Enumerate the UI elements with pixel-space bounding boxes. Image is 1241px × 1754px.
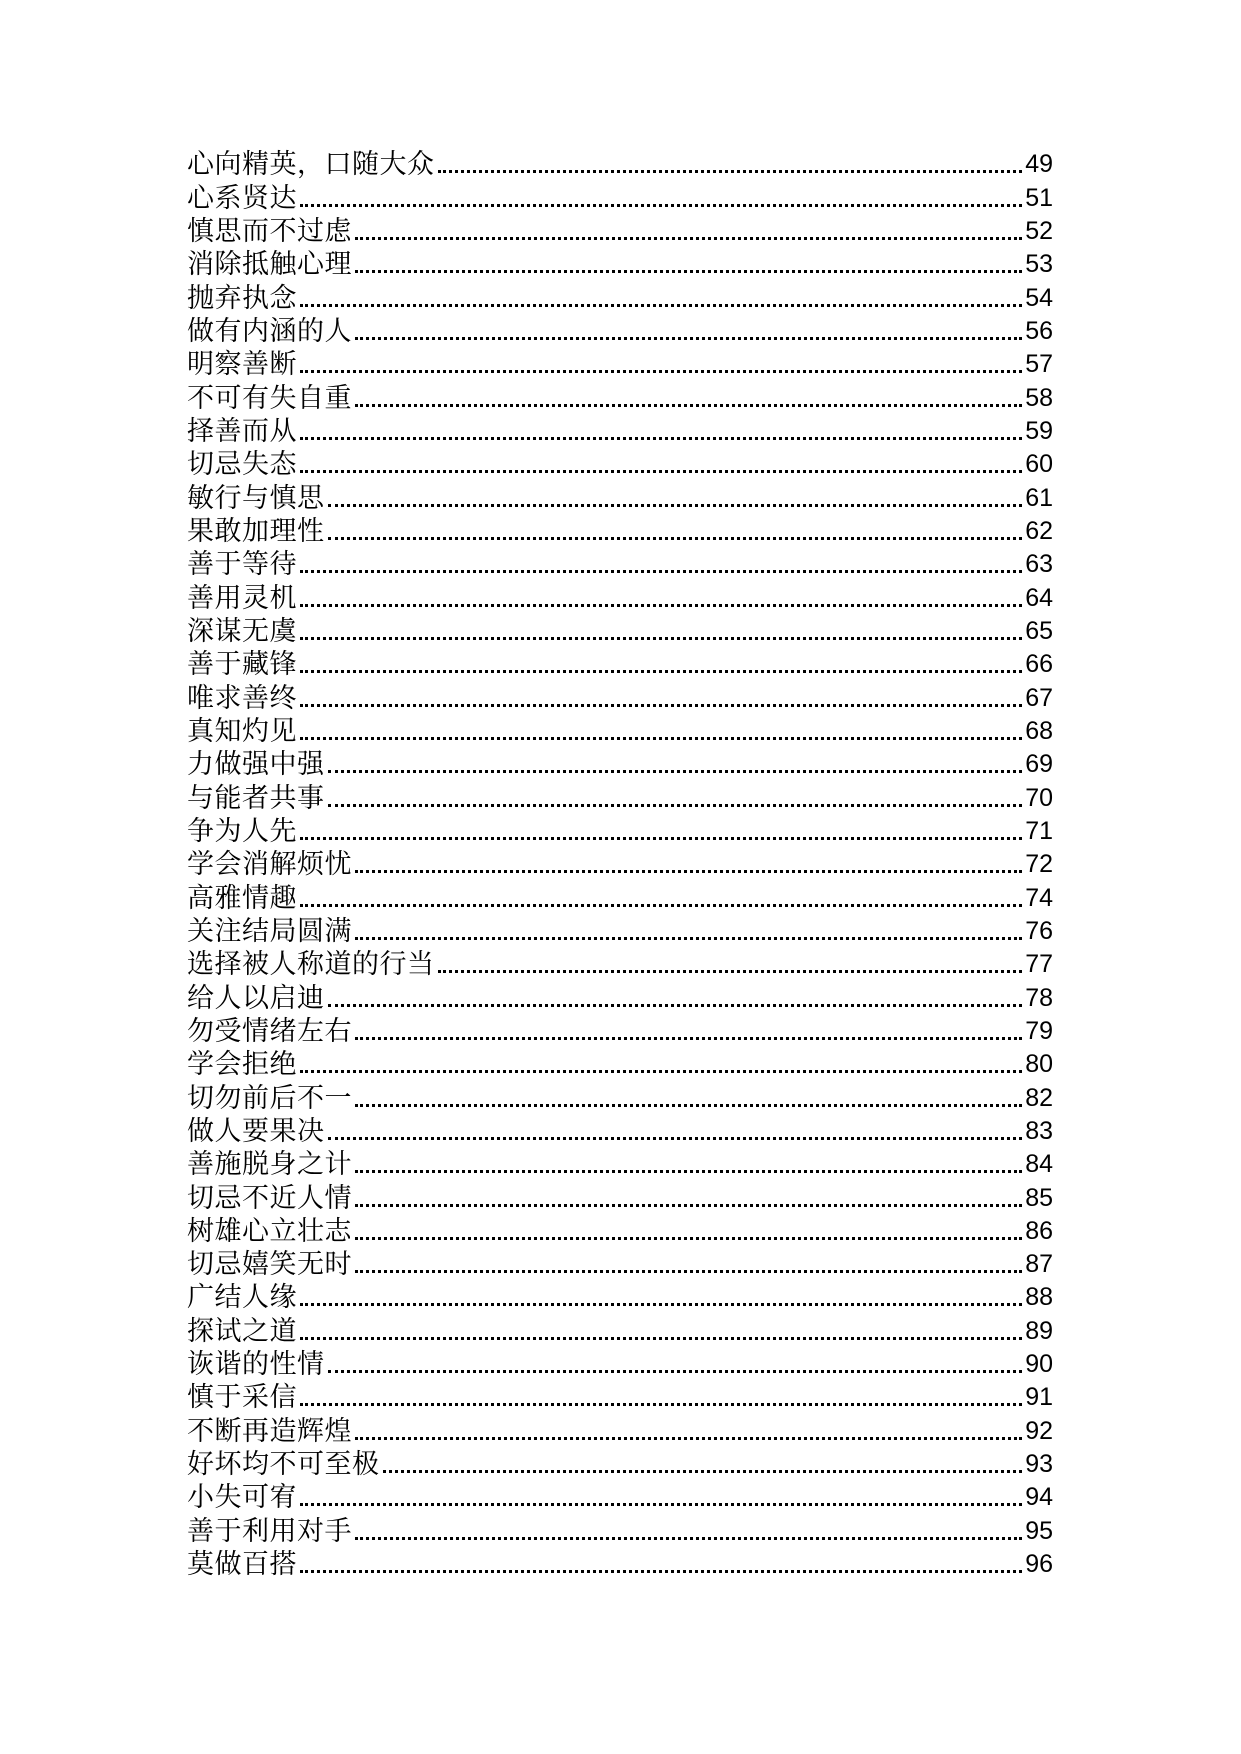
toc-entry-page-number: 78 [1025,983,1053,1012]
toc-entry-page-number: 84 [1025,1150,1053,1179]
toc-entry-page-number: 53 [1025,250,1053,279]
dot-leader [355,1270,1022,1273]
toc-entry-title: 明察善断 [187,349,297,381]
toc-entry-title: 与能者共事 [187,782,325,814]
toc-entry-page-number: 90 [1025,1350,1053,1379]
toc-entry-page-number: 70 [1025,783,1053,812]
toc-entry-page-number: 95 [1025,1516,1053,1545]
toc-entry[interactable] [187,1314,1053,1347]
toc-entry-page-number: 54 [1025,283,1053,312]
toc-entry-page-number: 52 [1025,216,1053,245]
toc-entry-title: 善用灵机 [187,582,297,614]
toc-entry-page-number: 83 [1025,1116,1053,1145]
dot-leader [328,1370,1023,1373]
toc-entry-title: 心向精英，口随大众 [187,149,435,181]
toc-entry[interactable] [187,348,1053,381]
toc-entry-title: 莫做百搭 [187,1549,297,1581]
toc-entry-page-number: 85 [1025,1183,1053,1212]
toc-entry-title: 切忌嬉笑无时 [187,1249,352,1281]
toc-entry[interactable] [187,781,1053,814]
toc-entry[interactable] [187,1215,1053,1248]
toc-entry-title: 抛弃执念 [187,282,297,314]
toc-entry[interactable] [187,1348,1053,1381]
toc-entry[interactable] [187,215,1053,248]
toc-entry-title: 消除抵触心理 [187,249,352,281]
dot-leader [300,1503,1022,1506]
dot-leader [328,1137,1023,1140]
toc-entry-title: 善于等待 [187,549,297,581]
toc-entry[interactable] [187,981,1053,1014]
toc-entry-page-number: 87 [1025,1250,1053,1279]
toc-entry-page-number: 49 [1025,150,1053,179]
dot-leader [355,237,1022,240]
toc-entry[interactable] [187,681,1053,714]
dot-leader [300,837,1022,840]
toc-entry-page-number: 69 [1025,750,1053,779]
dot-leader [355,1237,1022,1240]
toc-entry[interactable] [187,881,1053,914]
toc-entry-title: 好坏均不可至极 [187,1449,380,1481]
dot-leader [300,204,1022,207]
toc-entry-page-number: 65 [1025,616,1053,645]
dot-leader [438,970,1023,973]
dot-leader [300,1403,1022,1406]
toc-entry-title: 做人要果决 [187,1115,325,1147]
toc-entry-page-number: 96 [1025,1550,1053,1579]
toc-entry-title: 不可有失自重 [187,382,352,414]
toc-entry[interactable] [187,815,1053,848]
dot-leader [328,504,1023,507]
toc-entry-title: 深谋无虞 [187,615,297,647]
toc-entry-title: 诙谐的性情 [187,1349,325,1381]
dot-leader [355,404,1022,407]
toc-entry-page-number: 82 [1025,1083,1053,1112]
dot-leader [355,1204,1022,1207]
dot-leader [300,570,1022,573]
toc-entry[interactable] [187,1181,1053,1214]
dot-leader [300,470,1022,473]
dot-leader [355,1437,1022,1440]
toc-entry-page-number: 61 [1025,483,1053,512]
toc-entry[interactable] [187,915,1053,948]
toc-entry-title: 切忌不近人情 [187,1182,352,1214]
toc-entry-page-number: 66 [1025,650,1053,679]
toc-entry-title: 广结人缘 [187,1282,297,1314]
toc-entry-page-number: 76 [1025,916,1053,945]
dot-leader [300,737,1022,740]
dot-leader [300,1070,1022,1073]
toc-entry-page-number: 92 [1025,1416,1053,1445]
toc-entry-title: 选择被人称道的行当 [187,949,435,981]
toc-entry-page-number: 68 [1025,716,1053,745]
toc-entry[interactable] [187,1115,1053,1148]
toc-entry-title: 小失可宥 [187,1482,297,1514]
toc-entry-title: 树雄心立壮志 [187,1215,352,1247]
dot-leader [328,537,1023,540]
toc-entry[interactable] [187,415,1053,448]
toc-entry[interactable] [187,648,1053,681]
dot-leader [328,770,1023,773]
toc-entry-page-number: 91 [1025,1383,1053,1412]
table-of-contents [187,148,1053,1581]
toc-entry-title: 善施脱身之计 [187,1149,352,1181]
toc-entry-title: 心系贤达 [187,182,297,214]
toc-entry-title: 不断再造辉煌 [187,1415,352,1447]
toc-entry[interactable] [187,1514,1053,1547]
toc-entry[interactable] [187,1548,1053,1581]
toc-entry-title: 争为人先 [187,815,297,847]
toc-entry[interactable] [187,248,1053,281]
dot-leader [300,437,1022,440]
toc-entry[interactable] [187,1448,1053,1481]
dot-leader [300,1337,1022,1340]
toc-entry-page-number: 79 [1025,1016,1053,1045]
toc-entry[interactable] [187,1381,1053,1414]
toc-entry[interactable] [187,715,1053,748]
toc-entry-page-number: 89 [1025,1316,1053,1345]
dot-leader [355,1170,1022,1173]
dot-leader [300,1570,1022,1573]
toc-entry-page-number: 86 [1025,1216,1053,1245]
toc-entry[interactable] [187,481,1053,514]
toc-entry[interactable] [187,1048,1053,1081]
dot-leader [300,670,1022,673]
toc-entry-page-number: 72 [1025,850,1053,879]
dot-leader [300,637,1022,640]
toc-entry[interactable] [187,1081,1053,1114]
toc-entry-title: 学会消解烦忧 [187,849,352,881]
dot-leader [355,1537,1022,1540]
toc-entry-title: 关注结局圆满 [187,915,352,947]
toc-entry-page-number: 58 [1025,383,1053,412]
toc-entry-title: 唯求善终 [187,682,297,714]
toc-entry-page-number: 60 [1025,450,1053,479]
toc-entry-page-number: 59 [1025,416,1053,445]
toc-entry[interactable] [187,1148,1053,1181]
toc-entry[interactable] [187,748,1053,781]
toc-entry[interactable] [187,448,1053,481]
dot-leader [355,337,1022,340]
toc-entry-page-number: 64 [1025,583,1053,612]
toc-entry-title: 给人以启迪 [187,982,325,1014]
toc-entry[interactable] [187,848,1053,881]
toc-entry[interactable] [187,1015,1053,1048]
toc-entry[interactable] [187,948,1053,981]
dot-leader [355,1104,1022,1107]
toc-entry-title: 善于利用对手 [187,1515,352,1547]
toc-entry[interactable] [187,381,1053,414]
toc-entry-page-number: 67 [1025,683,1053,712]
toc-entry[interactable] [187,581,1053,614]
dot-leader [300,704,1022,707]
toc-entry-title: 切忌失态 [187,449,297,481]
dot-leader [355,870,1022,873]
toc-entry-title: 善于藏锋 [187,649,297,681]
dot-leader [300,904,1022,907]
toc-entry-title: 勿受情绪左右 [187,1015,352,1047]
toc-entry-page-number: 74 [1025,883,1053,912]
toc-entry-title: 果敢加理性 [187,515,325,547]
toc-entry[interactable] [187,1481,1053,1514]
toc-entry[interactable] [187,548,1053,581]
toc-entry[interactable] [187,148,1053,181]
toc-entry-page-number: 80 [1025,1050,1053,1079]
toc-entry-page-number: 51 [1025,183,1053,212]
toc-entry[interactable] [187,1281,1053,1314]
dot-leader [355,270,1022,273]
dot-leader [300,304,1022,307]
toc-entry-title: 切勿前后不一 [187,1082,352,1114]
toc-entry-page-number: 93 [1025,1450,1053,1479]
toc-entry-title: 慎思而不过虑 [187,215,352,247]
toc-entry-title: 学会拒绝 [187,1049,297,1081]
dot-leader [355,937,1022,940]
toc-entry-title: 慎于采信 [187,1382,297,1414]
toc-entry-title: 力做强中强 [187,749,325,781]
toc-entry-page-number: 71 [1025,816,1053,845]
dot-leader [438,170,1023,173]
toc-entry[interactable] [187,281,1053,314]
dot-leader [300,604,1022,607]
toc-entry-page-number: 63 [1025,550,1053,579]
toc-entry[interactable] [187,1248,1053,1281]
dot-leader [383,1470,1023,1473]
toc-entry[interactable] [187,181,1053,214]
toc-entry-title: 探试之道 [187,1315,297,1347]
toc-entry-page-number: 77 [1025,950,1053,979]
toc-entry-page-number: 57 [1025,350,1053,379]
toc-entry-title: 择善而从 [187,415,297,447]
toc-entry-title: 高雅情趣 [187,882,297,914]
toc-entry-page-number: 62 [1025,516,1053,545]
toc-entry[interactable] [187,1414,1053,1447]
toc-entry[interactable] [187,315,1053,348]
toc-entry-page-number: 94 [1025,1483,1053,1512]
dot-leader [300,1303,1022,1306]
toc-entry-page-number: 56 [1025,316,1053,345]
dot-leader [328,804,1023,807]
dot-leader [328,1004,1023,1007]
toc-entry-title: 真知灼见 [187,715,297,747]
toc-entry[interactable] [187,615,1053,648]
toc-entry[interactable] [187,515,1053,548]
toc-entry-title: 做有内涵的人 [187,315,352,347]
toc-entry-title: 敏行与慎思 [187,482,325,514]
dot-leader [300,370,1022,373]
dot-leader [355,1037,1022,1040]
toc-entry-page-number: 88 [1025,1283,1053,1312]
